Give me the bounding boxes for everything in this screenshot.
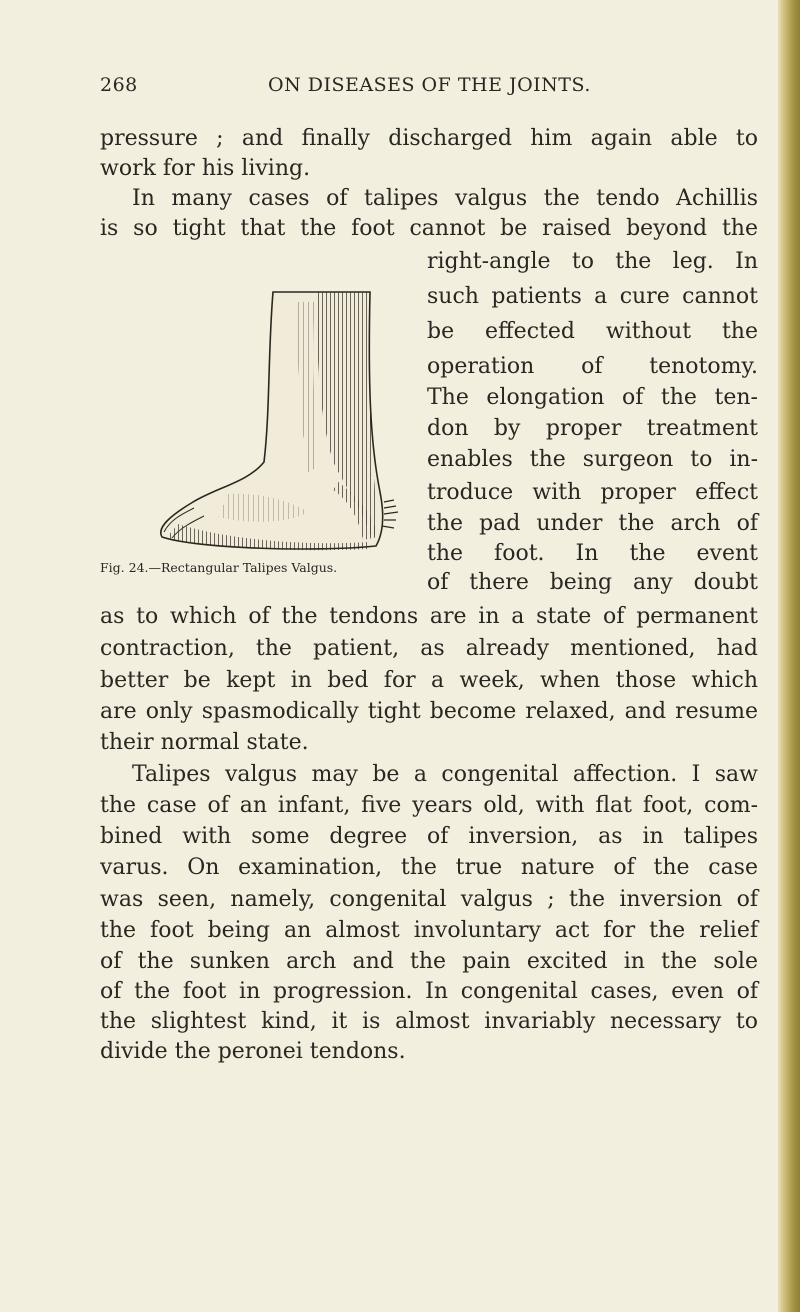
text-line: as to which of the tendons are in a state of permanent <box>100 604 758 629</box>
text-line: be effected without the <box>427 319 758 344</box>
text-line: divide the peronei tendons. <box>100 1039 406 1064</box>
text-line: troduce with proper effect <box>427 480 758 505</box>
foot-engraving <box>158 262 408 552</box>
text-line: contraction, the patient, as already mentioned, had <box>100 636 758 661</box>
text-line: In many cases of talipes valgus the tendo Achillis <box>132 186 758 211</box>
text-line: the slightest kind, it is almost invariably necessary to <box>100 1009 758 1034</box>
text-line: the foot. In the event <box>427 541 758 566</box>
text-line: pressure ; and finally discharged him again able to <box>100 126 758 151</box>
text-line: is so tight that the foot cannot be raised beyond the <box>100 216 758 241</box>
text-line: varus. On examination, the true nature of the case <box>100 855 758 880</box>
text-line: bined with some degree of inversion, as in talipes <box>100 824 758 849</box>
page-header <box>100 74 760 104</box>
text-line: such patients a cure cannot <box>427 284 758 309</box>
text-line: the pad under the arch of <box>427 511 758 536</box>
text-line: the foot being an almost involuntary act for the relief <box>100 918 758 943</box>
text-line: of the sunken arch and the pain excited in the sole <box>100 949 758 974</box>
text-line: was seen, namely, congenital valgus ; the inversion of <box>100 887 758 912</box>
text-line: don by proper treatment <box>427 416 758 441</box>
page-number: 268 <box>100 74 138 96</box>
text-line: right-angle to the leg. In <box>427 249 758 274</box>
running-title: ON DISEASES OF THE JOINTS. <box>268 74 591 96</box>
text-line: are only spasmodically tight become relaxed, and resume <box>100 699 758 724</box>
text-line: of there being any doubt <box>427 570 758 595</box>
talipes-valgus-figure <box>158 262 408 552</box>
text-line: The elongation of the ten- <box>427 385 758 410</box>
figure-caption: Fig. 24.—Rectangular Talipes Valgus. <box>100 560 338 575</box>
text-line: operation of tenotomy. <box>427 354 758 379</box>
text-line: work for his living. <box>100 156 311 181</box>
text-line: the case of an infant, five years old, with flat foot, com- <box>100 793 758 818</box>
text-line: of the foot in progression. In congenital cases, even of <box>100 979 758 1004</box>
text-line: better be kept in bed for a week, when those which <box>100 668 758 693</box>
book-spine-edge <box>778 0 800 1312</box>
text-line: their normal state. <box>100 730 309 755</box>
text-line: Talipes valgus may be a congenital affection. I saw <box>132 762 758 787</box>
text-line: enables the surgeon to in- <box>427 447 758 472</box>
